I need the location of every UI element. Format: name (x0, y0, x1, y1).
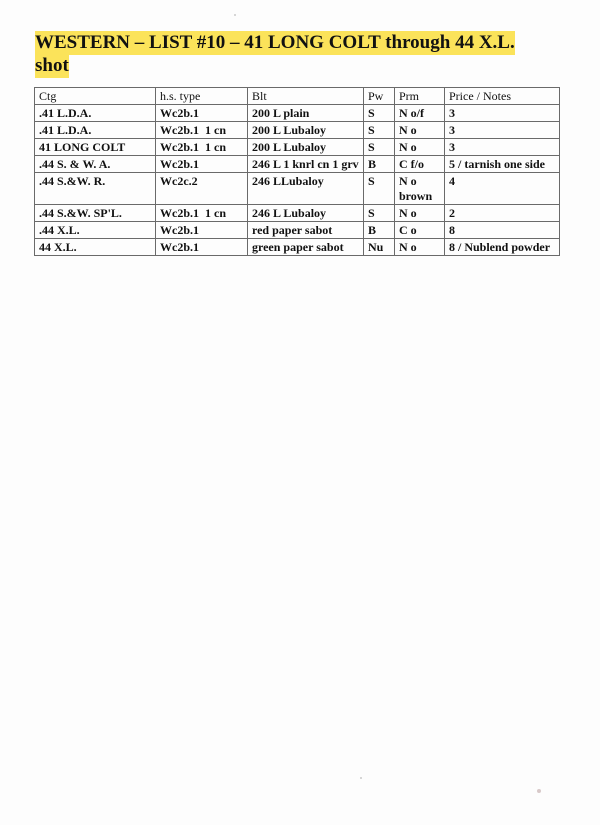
cell-prm: C f/o (395, 156, 445, 173)
cell-prm: N o brown (395, 173, 445, 205)
header-price-notes: Price / Notes (445, 88, 560, 105)
cell-price-notes: 4 (445, 173, 560, 205)
cell-pw: B (364, 222, 395, 239)
scan-speck (234, 14, 236, 16)
cell-hs-type: Wc2b.1 1 cn (156, 205, 248, 222)
title-line-2: shot (35, 55, 69, 76)
cell-blt: 200 L Lubaloy (248, 139, 364, 156)
header-pw: Pw (364, 88, 395, 105)
table-row (35, 239, 560, 256)
cell-blt: 246 LLubaloy (248, 173, 364, 205)
table-row (35, 222, 560, 239)
cell-blt: green paper sabot (248, 239, 364, 256)
table-row (35, 156, 560, 173)
table-row (35, 105, 560, 122)
table-row (35, 173, 560, 205)
cell-pw: S (364, 139, 395, 156)
cell-pw: S (364, 205, 395, 222)
cell-blt: 200 L Lubaloy (248, 122, 364, 139)
table-row (35, 122, 560, 139)
header-hs-type: h.s. type (156, 88, 248, 105)
cell-hs-type: Wc2b.1 (156, 156, 248, 173)
cell-prm: N o (395, 122, 445, 139)
cell-prm: N o (395, 205, 445, 222)
cell-pw: S (364, 173, 395, 205)
cell-hs-type: Wc2b.1 (156, 105, 248, 122)
cell-price-notes: 3 (445, 122, 560, 139)
cell-hs-type: Wc2b.1 1 cn (156, 122, 248, 139)
header-blt: Blt (248, 88, 364, 105)
cell-pw: B (364, 156, 395, 173)
cell-price-notes: 8 / Nublend powder (445, 239, 560, 256)
cell-ctg: .41 L.D.A. (35, 105, 156, 122)
table-header-row (35, 88, 560, 105)
table-row (35, 139, 560, 156)
cell-ctg: .44 S. & W. A. (35, 156, 156, 173)
scan-speck (360, 777, 362, 779)
cartridge-table (34, 87, 560, 256)
cell-hs-type: Wc2b.1 1 cn (156, 139, 248, 156)
table-row (35, 205, 560, 222)
cell-price-notes: 3 (445, 105, 560, 122)
cell-hs-type: Wc2b.1 (156, 222, 248, 239)
cell-prm: N o (395, 139, 445, 156)
cell-prm: N o (395, 239, 445, 256)
cell-blt: 246 L Lubaloy (248, 205, 364, 222)
cell-ctg: .44 S.&W. R. (35, 173, 156, 205)
header-prm: Prm (395, 88, 445, 105)
cell-pw: S (364, 105, 395, 122)
cell-price-notes: 2 (445, 205, 560, 222)
header-ctg: Ctg (35, 88, 156, 105)
document-title (35, 31, 555, 77)
cell-prm: C o (395, 222, 445, 239)
cell-blt: 246 L 1 knrl cn 1 grv (248, 156, 364, 173)
cell-ctg: 41 LONG COLT (35, 139, 156, 156)
title-line-1: WESTERN – LIST #10 – 41 LONG COLT through 44 X.L. (35, 32, 515, 53)
cell-price-notes: 5 / tarnish one side (445, 156, 560, 173)
cell-ctg: .41 L.D.A. (35, 122, 156, 139)
cell-price-notes: 3 (445, 139, 560, 156)
cell-ctg: .44 S.&W. SP'L. (35, 205, 156, 222)
cell-ctg: 44 X.L. (35, 239, 156, 256)
cell-pw: Nu (364, 239, 395, 256)
cell-blt: red paper sabot (248, 222, 364, 239)
cell-hs-type: Wc2c.2 (156, 173, 248, 205)
cell-pw: S (364, 122, 395, 139)
cell-ctg: .44 X.L. (35, 222, 156, 239)
cell-price-notes: 8 (445, 222, 560, 239)
cell-blt: 200 L plain (248, 105, 364, 122)
scan-speck (537, 789, 541, 793)
cell-prm: N o/f (395, 105, 445, 122)
cell-hs-type: Wc2b.1 (156, 239, 248, 256)
